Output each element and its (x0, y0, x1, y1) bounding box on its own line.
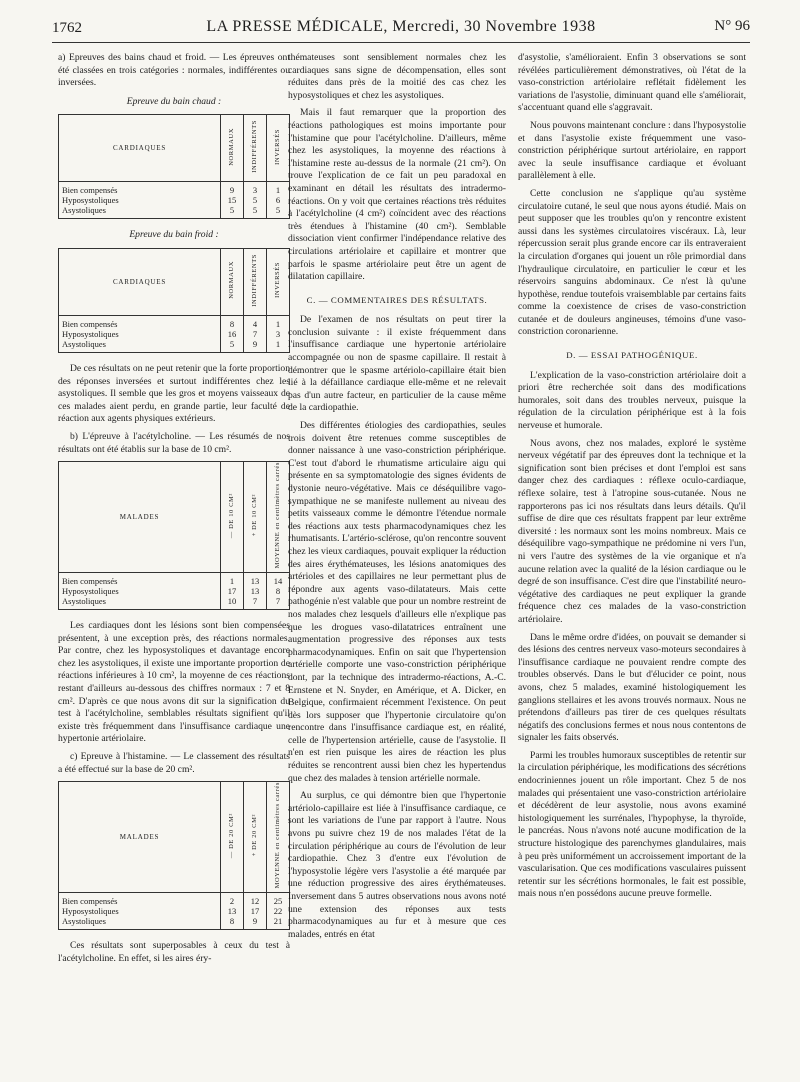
header-rule (52, 42, 750, 43)
row-label: Bien compensés (62, 576, 118, 587)
paragraph: Mais il faut remarquer que la proportion des réactions pathologiques est moins importante pour l'histamine que pour l'acétylcholine. D'ailleurs, même chez les asystoliques, la moyenne des réactions à l'histamine reste au-dessus de la normale (21 cm²). On trouve l'explication de ce fait un peu paradoxal en examinant en détail les résultats des intradermo-réactions. On y voit que certaines réactions très réduites à l'acétylcholine (4 cm²) coïncident avec des réactions très étendues à l'histamine (40 cm²). Semblable dissociation vient confirmer l'indépendance relative des circulations artériolaire et capillaire et montrer que parfois le spasme artériolaire peut être un agent de dilatation capillaire. (288, 107, 506, 283)
table-caption: Epreuve du bain chaud : (126, 95, 222, 107)
cell: 1 (275, 318, 281, 329)
table-header: — DE 10 CM² (227, 492, 235, 538)
cell: 7 (252, 328, 258, 339)
cell: 5 (252, 195, 258, 206)
table-header: INDIFFÉRENTS (250, 253, 258, 307)
table-header: CARDIAQUES (59, 115, 221, 182)
cell: 9 (252, 916, 258, 927)
row-label: Bien compensés (62, 318, 118, 329)
paragraph: d'asystolie, s'amélioraient. Enfin 3 observations se sont révélées particulièrement démonstratives, où l'état de la vaso-constriction artériolaire reflétait fidèlement les variations de l'asystolie, diminuant quand elle s'améliorait, s'accentuant quand elle s'aggravait. (518, 52, 746, 114)
cell: 25 (273, 896, 283, 907)
cell: 5 (229, 205, 235, 216)
table-header: NORMAUX (227, 127, 235, 166)
cell: 13 (227, 906, 237, 917)
cell: 5 (275, 205, 281, 216)
cell: 22 (273, 906, 283, 917)
table-header: INDIFFÉRENTS (250, 120, 258, 173)
row-label: Hyposystoliques (62, 328, 119, 339)
paragraph: L'explication de la vaso-constriction artériolaire doit a priori être recherchée soit dans des modifications humorales, soit dans des troubles nerveux, puisque la régulation de la circulation périphérique est à la fois nerveuse et humorale. (518, 369, 746, 432)
table-header: INVERSÉS (273, 128, 281, 165)
paragraph: c) Epreuve à l'histamine. — Le classement des résultats a été effectué sur la base de 20 cm². (58, 751, 290, 775)
paragraph: Les cardiaques dont les lésions sont bien compensées présentent, à une exception près, des réactions normales. Par contre, chez les hyposystoliques et davantage encore chez les asystoliques, il existe une importante proportion de réactions inférieures à 10 cm², la moyenne de ces réactions restant d'ailleurs au-dessous des chiffres normaux : 7 et 8 cm². D'après ce que nous avons dit sur la signification du test à l'acétylcholine, semblables résultats signifient qu'il existe très fréquemment dans l'insuffisance cardiaque une hypertonie artériolaire. (58, 620, 290, 745)
cell: 12 (250, 896, 260, 907)
paragraph: Ces résultats sont superposables à ceux du test à l'acétylcholine. En effet, si les aires éry- (58, 940, 290, 964)
cell: 5 (229, 338, 235, 349)
cell: 13 (250, 586, 260, 597)
cell: 10 (227, 596, 237, 607)
table-header: CARDIAQUES (59, 248, 221, 315)
table-histamine (58, 781, 290, 930)
paragraph: De l'examen de nos résultats on peut tirer la conclusion suivante : il existe fréquemment dans l'insuffisance cardiaque une hypertonie artériolaire accompagnée ou non de spasme capillaire. Il restait à démontrer que le spasme artériolo-capillaire était bien lié à la défaillance cardiaque elle-même et ne relevait pas d'un autre facteur, en particulier de la cause même de la cardiopathie. (288, 314, 506, 414)
row-label: Asystoliques (62, 596, 106, 607)
cell: 3 (275, 328, 281, 339)
cell: 3 (252, 185, 258, 196)
cell: 8 (229, 916, 235, 927)
table-header: MOYENNE en centimètres carrés (273, 462, 281, 569)
page-header (52, 18, 750, 40)
issue-number: N° 96 (714, 18, 750, 34)
paragraph: Nous pouvons maintenant conclure : dans l'hyposystolie et dans l'asystolie existe fréquemment une vaso-constriction périphérique surtout artériolaire, en rapport avec la seule insuffisance cardiaque et évoluant parallèlement à elle. (518, 119, 746, 182)
cell: 9 (252, 338, 258, 349)
paragraph: Dans le même ordre d'idées, on pouvait se demander si des lésions des centres nerveux vaso-moteurs secondaires à l'insuffisance cardiaque ne pouvaient rendre compte des troubles observés. Dans le but d'élucider ce point, nous avons, chez 5 malades, examiné histologiquement les ganglions stellaires et les avons trouvés normaux. Nous ne prétendons d'ailleurs pas tirer de ces quelques résultats négatifs des conclusions fermes et nous nous contentons de signaler les faits observés. (518, 631, 746, 744)
table-bain-froid (58, 248, 290, 353)
table-header: MALADES (59, 782, 221, 893)
row-label: Asystoliques (62, 338, 106, 349)
paragraph: Nous avons, chez nos malades, exploré le système nerveux végétatif par des épreuves dont la technique et la signification sont bien précises et dont l'emploi est sans danger chez des cardiaques : réflexe oculo-cardiaque, réflexe solaire, test à l'atropine sous-cutanée. Nous ne rapporterons pas ici nos résultats dans leurs détails. Qu'il suffise de dire que ces résultats frappent par leur extrême diversité : les normaux sont les moins nombreux. Mais ce déséquilibre vago-sympathique ne prédomine ni vers l'un, ni vers l'autre des systèmes de la vie organique et n'a aucune relation avec la qualité de la lésion cardiaque ou le degré de son insuffisance. C'est dire que l'instabilité neuro-végétative des cardiaques ne peut expliquer la grande fréquence chez ces malades de la vaso-constriction artériolaire. (518, 437, 746, 625)
paragraph: Cette conclusion ne s'applique qu'au système circulatoire cutané, le seul que nous ayons étudié. Mais on peut supposer que les troubles qu'on y rencontre existent aussi dans les systèmes circulatoires viscéraux. Là, leur répercussion serait plus grande encore car ils entraveraient la circulation d'organes qui jouent un rôle primordial dans l'hydraulique circulatoire, en particulier le cœur et les réservoirs sanguins abdominaux. Ce n'est là qu'une hypothèse, rendue toutefois vraisemblable par certains faits comme la coexistence de crises de vaso-constriction cutanée et de douleurs angineuses, témoins d'une vaso-constriction coronarienne. (518, 187, 746, 338)
column-1 (58, 52, 290, 970)
section-heading: D. — ESSAI PATHOGÉNIQUE. (566, 350, 698, 361)
cell: 8 (229, 318, 235, 329)
cell: 1 (275, 338, 281, 349)
table-header: MALADES (59, 462, 221, 573)
paragraph: thémateuses sont sensiblement normales chez les cardiaques sans signe de décompensation, elles sont réduites dans près de la moitié des cas chez les hyposystoliques et chez les asystoliques. (288, 52, 506, 101)
paragraph: De ces résultats on ne peut retenir que la forte proportion des réponses inversées et surtout indifférentes chez les asystoliques. Il semble que les gros et moyens vaisseaux de ces malades aient perdu, en grande partie, leur faculté de réaction aux agents physiques extérieurs. (58, 362, 290, 425)
row-label: Bien compensés (62, 185, 118, 196)
cell: 6 (275, 195, 281, 206)
table-header: + DE 20 CM² (250, 814, 258, 857)
cell: 13 (250, 576, 260, 587)
journal-title: LA PRESSE MÉDICALE, Mercredi, 30 Novembre 1938 (206, 18, 596, 35)
cell: 4 (252, 318, 258, 329)
paragraph: Au surplus, ce qui démontre bien que l'hypertonie artériolo-capillaire est liée à l'insuffisance cardiaque, ce sont les variations de l'une par rapport à l'autre. Nous avons pu suivre chez 19 de nos malades l'état de la circulation périphérique au cours de l'évolution de leur cardiopathie. Chez 3 d'entre eux l'évolution de l'hyposystolie légère vers l'asystolie a été marquée par une réduction progressive des aires érythémateuses. Inversement dans 5 autres observations nous avons noté une extension des réponses aux tests pharmacodynamiques au fur et à mesure que ces malades, entrés en état (288, 790, 506, 940)
cell: 5 (252, 205, 258, 216)
cell: 16 (227, 328, 237, 339)
paragraph: a) Epreuves des bains chaud et froid. — Les épreuves ont été classées en trois catégories : normales, indifférentes ou inversées. (58, 52, 290, 89)
column-2 (288, 52, 506, 946)
table-header: + DE 10 CM² (250, 494, 258, 537)
cell: 17 (250, 906, 260, 917)
page-number: 1762 (52, 20, 82, 36)
cell: 15 (227, 195, 237, 206)
cell: 8 (275, 586, 281, 597)
cell: 21 (273, 916, 283, 927)
row-label: Hyposystoliques (62, 906, 119, 917)
row-label: Asystoliques (62, 205, 106, 216)
column-3 (518, 52, 746, 906)
cell: 17 (227, 586, 237, 597)
cell: 1 (275, 185, 281, 196)
paragraph: Parmi les troubles humoraux susceptibles de retentir sur la circulation périphérique, les modifications des sécrétions endocriniennes jouent un rôle important. Chez 5 de nos malades qui présentaient une vaso-constriction artériolaire et décédèrent de leur asystolie, nous avons examiné histologiquement les surrénales, l'hypophyse, la thyroïde, le pancréas. Nous n'avons noté aucune modification de la structure histologique des parenchymes glandulaires, mais à peu près uniformément un accroissement important de la vascularisation. Que ces modifications vasculaires puissent retentir sur les sécrétions hormonales, le fait est possible, mais nous n'en possédons aucune preuve formelle. (518, 749, 746, 900)
paragraph: b) L'épreuve à l'acétylcholine. — Les résumés de nos résultats ont été établis sur la base de 10 cm². (58, 430, 290, 455)
table-header: MOYENNE en centimètres carrés (273, 782, 281, 889)
table-caption: Epreuve du bain froid : (129, 229, 219, 241)
table-header: — DE 20 CM² (227, 812, 235, 859)
row-label: Hyposystoliques (62, 195, 119, 206)
section-heading: C. — COMMENTAIRES DES RÉSULTATS. (306, 294, 488, 305)
row-label: Asystoliques (62, 916, 106, 927)
table-header: INVERSÉS (273, 262, 281, 299)
table-bain-chaud (58, 114, 290, 219)
cell: 7 (275, 596, 281, 607)
cell: 9 (229, 185, 235, 196)
row-label: Bien compensés (62, 896, 118, 907)
row-label: Hyposystoliques (62, 586, 119, 597)
paragraph: Des différentes étiologies des cardiopathies, seules trois doivent être retenues comme susceptibles de donner naissance à une vaso-constriction périphérique. C'est tout d'abord le rhumatisme articulaire aigu qui présente en sa symptomatologie des signes évidents de dystonie neuro-végétative. Mais ce déséquilibre vago-sympathique ne se manifeste nullement au niveau des petits vaisseaux comme le démontre l'étendue normale des réactions aux tests pharmacodynamiques chez les rhumatisants. L'artério-sclérose, qu'on rencontre souvent chez les vieux cardiaques, pouvait expliquer la réduction des aires érythémateuses, les lésions anatomiques des artérioles et des capillaires ne leur permettant plus de répondre aux agents vaso-dilatateurs. Mais cette pathogénie n'est valable que pour un nombre restreint de nos malades chez lesquels d'ailleurs elle n'explique pas que les drogues vaso-dilatatrices entraînent une augmentation progressive des réponses aux tests pharmacodynamiques. Enfin on sait que l'hypertension artérielle comporte une vaso-constriction périphérique dont, par la technique des intradermo-réactions, A.-C. Ernstene et N. Snyder, en Amérique, et A. Dicker, en Belgique, confirmaient récemment l'existence. On peut dès lors supposer que l'hypertonie circulatoire qu'on rencontre dans l'insuffisance cardiaque est, en réalité, celle de l'hypertension artérielle, cause de l'asystolie. Il n'en est rien puisque les aires de réaction les plus réduites se rencontrent aussi bien chez les hypertendus que chez des malades à tension artérielle normale. (288, 420, 506, 784)
table-acetylcholine (58, 461, 290, 610)
table-header: NORMAUX (227, 261, 235, 300)
cell: 1 (229, 576, 235, 587)
cell: 7 (252, 596, 258, 607)
cell: 14 (273, 576, 283, 587)
cell: 2 (229, 896, 235, 907)
